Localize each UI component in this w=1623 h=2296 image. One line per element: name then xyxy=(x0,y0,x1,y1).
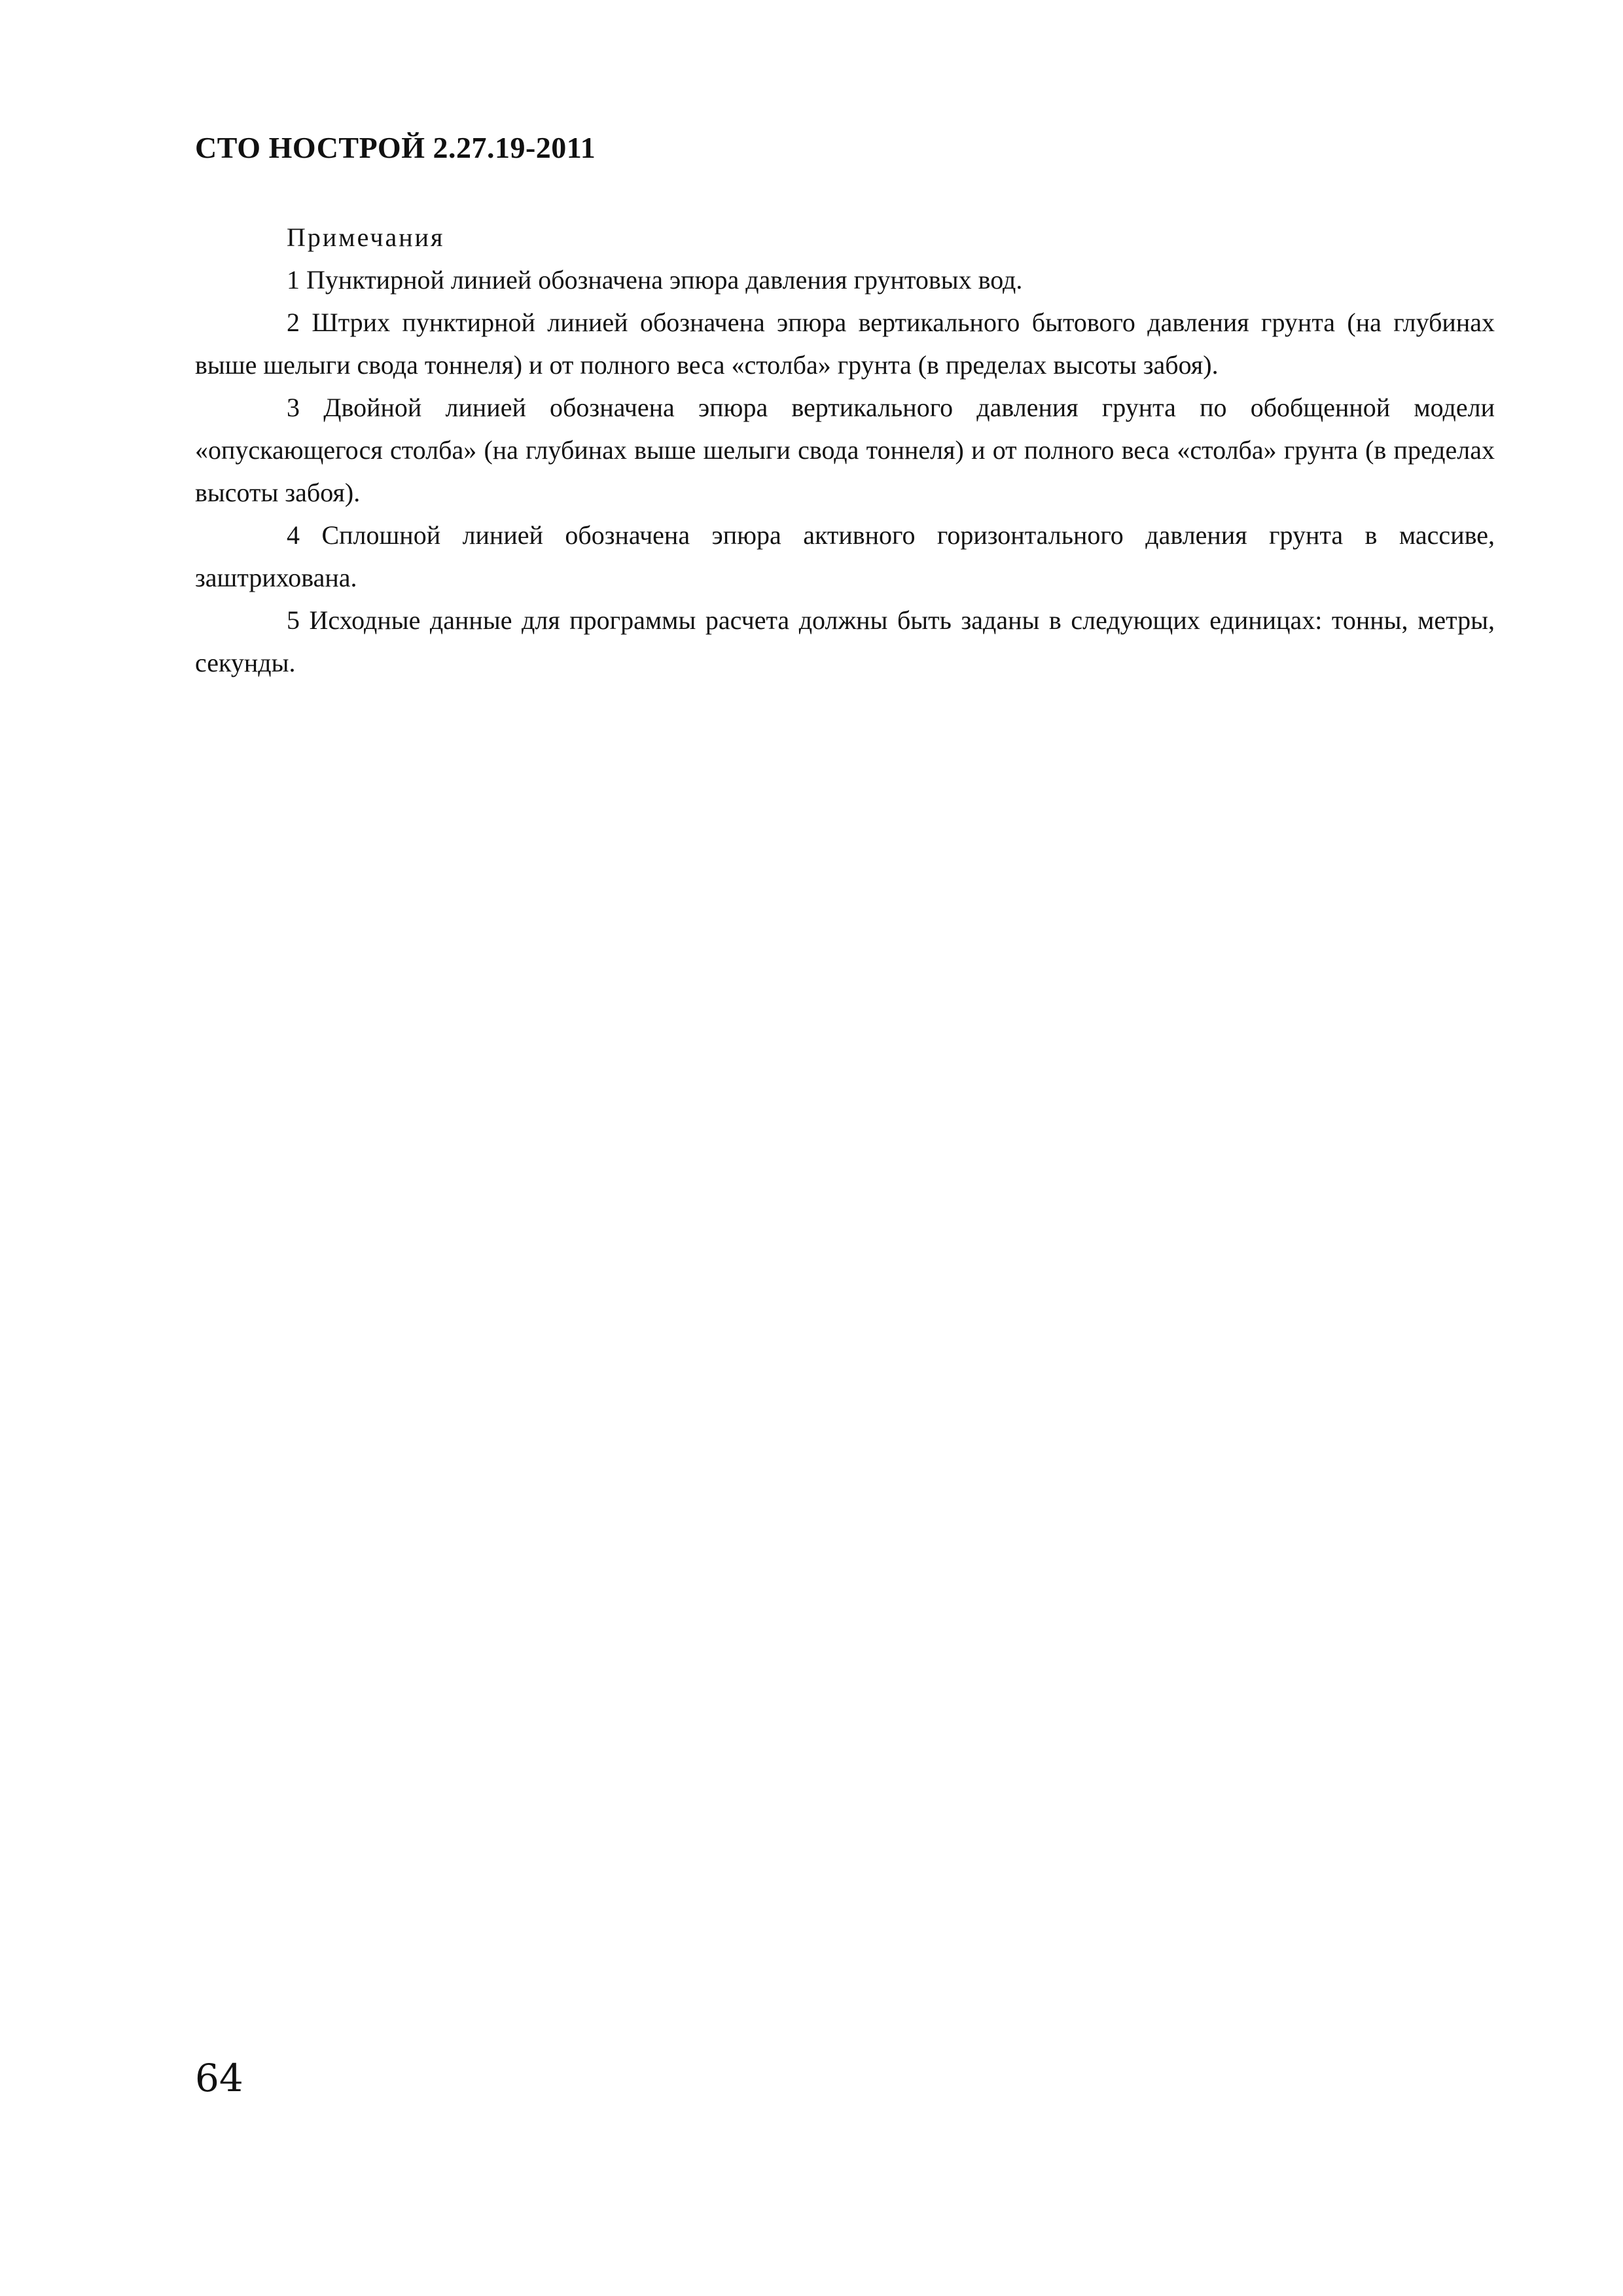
note-item-1: 1 Пунктирной линией обозначена эпюра давления грунтовых вод. xyxy=(287,265,1023,295)
page-number: 64 xyxy=(195,2056,243,2100)
note-item-4: 4 Сплошной линией обозначена эпюра активного горизонтального давления грунта в массиве, заштрихована. xyxy=(195,520,1495,592)
note-item-5: 5 Исходные данные для программы расчета должны быть заданы в следующих единицах: тонны, метры, секунды. xyxy=(195,605,1495,677)
notes-title: Примечания xyxy=(287,223,445,252)
document-code-header: СТО НОСТРОЙ 2.27.19-2011 xyxy=(195,131,596,164)
note-item-2: 2 Штрих пунктирной линией обозначена эпюра вертикального бытового давления грунта (на глубинах выше шелыги свода тоннеля) и от полного веса «столба» грунта (в пределах высоты забоя). xyxy=(195,308,1495,380)
note-item-3: 3 Двойной линией обозначена эпюра вертикального давления грунта по обобщенной модели «опускающегося столба» (на глубинах выше шелыги свода тоннеля) и от полного веса «столба» грунта (в пределах высоты забоя). xyxy=(195,393,1495,507)
notes-section xyxy=(195,216,1495,684)
